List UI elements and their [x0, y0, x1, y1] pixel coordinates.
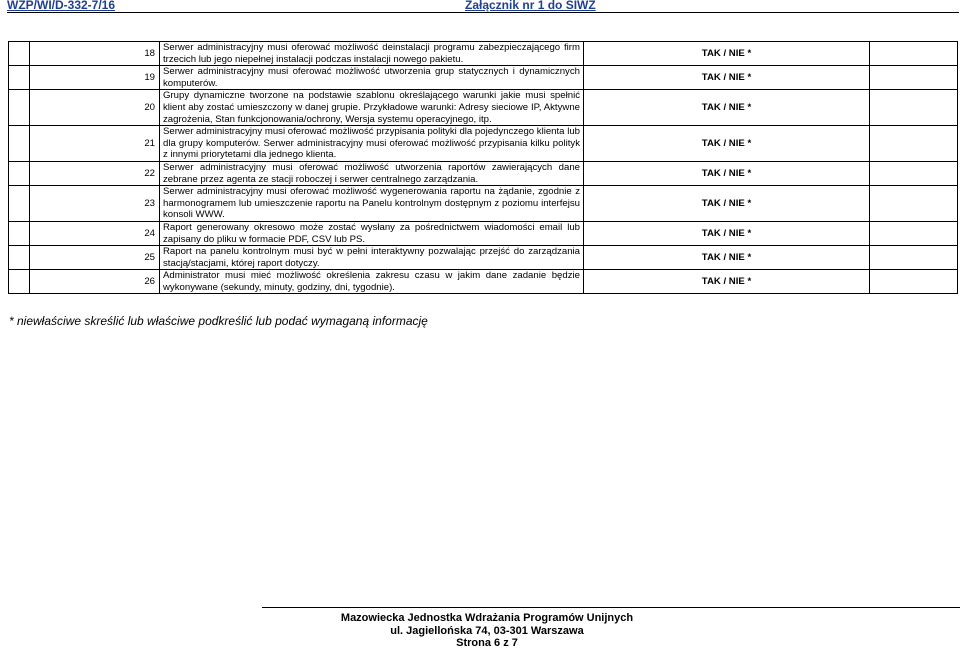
row-blank-cell: [9, 126, 30, 162]
table-row: [9, 270, 958, 294]
row-answer: TAK / NIE *: [584, 246, 870, 270]
row-answer: TAK / NIE *: [584, 221, 870, 245]
row-answer: TAK / NIE *: [584, 90, 870, 126]
row-empty-cell: [870, 66, 958, 90]
row-requirement-text: Serwer administracyjny musi oferować możliwość deinstalacji programu zabezpieczającego firm trzecich lub jego niepełnej instalacji podczas instalacji nowego pakietu.: [160, 42, 584, 66]
footnote: * niewłaściwe skreślić lub właściwe podkreślić lub podać wymaganą informację: [9, 314, 428, 328]
row-empty-cell: [870, 42, 958, 66]
row-answer: TAK / NIE *: [584, 186, 870, 222]
row-blank-cell: [9, 161, 30, 185]
requirements-table: [8, 41, 958, 294]
row-number: 22: [30, 161, 160, 185]
row-number: 18: [30, 42, 160, 66]
row-requirement-text: Serwer administracyjny musi oferować możliwość utworzenia grup statycznych i dynamicznych komputerów.: [160, 66, 584, 90]
table-row: [9, 221, 958, 245]
footer-organization: Mazowiecka Jednostka Wdrażania Programów Unijnych: [340, 612, 634, 624]
document-id: WZP/WI/D-332-7/16: [7, 0, 116, 12]
row-number: 24: [30, 221, 160, 245]
row-answer: TAK / NIE *: [584, 161, 870, 185]
row-empty-cell: [870, 186, 958, 222]
table-row: [9, 42, 958, 66]
row-answer: TAK / NIE *: [584, 270, 870, 294]
header-rule: [7, 12, 959, 13]
row-number: 25: [30, 246, 160, 270]
row-answer: TAK / NIE *: [584, 42, 870, 66]
row-empty-cell: [870, 246, 958, 270]
footer-rule: [262, 607, 960, 608]
row-requirement-text: Grupy dynamiczne tworzone na podstawie szablonu określającego warunki jakie musi spełnić klient aby zostać umieszczony w danej grupie. Przykładowe warunki: Adresy sieciowe IP, Aktywne zagrożenia, Stan funkcjonowania/ochrony, Wersja systemu operacyjnego, itp.: [160, 90, 584, 126]
row-requirement-text: Serwer administracyjny musi oferować możliwość wygenerowania raportu na żądanie, zgodnie z harmonogramem lub umieszczenie raportu na Panelu kontrolnym dostępnym z poziomu interfejsu konsoli WWW.: [160, 186, 584, 222]
row-empty-cell: [870, 221, 958, 245]
row-empty-cell: [870, 90, 958, 126]
row-blank-cell: [9, 42, 30, 66]
table-row: [9, 246, 958, 270]
row-number: 23: [30, 186, 160, 222]
table-row: [9, 126, 958, 162]
row-blank-cell: [9, 90, 30, 126]
row-number: 21: [30, 126, 160, 162]
row-empty-cell: [870, 126, 958, 162]
table-row: [9, 186, 958, 222]
row-answer: TAK / NIE *: [584, 66, 870, 90]
row-requirement-text: Raport generowany okresowo może zostać wysłany za pośrednictwem wiadomości email lub zapisany do pliku w formacie PDF, CSV lub PS.: [160, 221, 584, 245]
row-empty-cell: [870, 270, 958, 294]
footer-page-number: Strona 6 z 7: [456, 637, 518, 649]
table-row: [9, 90, 958, 126]
row-number: 19: [30, 66, 160, 90]
row-blank-cell: [9, 66, 30, 90]
row-number: 20: [30, 90, 160, 126]
table-row: [9, 66, 958, 90]
row-requirement-text: Raport na panelu kontrolnym musi być w pełni interaktywny pozwalając przejść do zarządzania stacją/stacjami, której raport dotyczy.: [160, 246, 584, 270]
row-number: 26: [30, 270, 160, 294]
footer-address: ul. Jagiellońska 74, 03-301 Warszawa: [390, 625, 584, 637]
row-blank-cell: [9, 221, 30, 245]
row-answer: TAK / NIE *: [584, 126, 870, 162]
row-blank-cell: [9, 186, 30, 222]
row-blank-cell: [9, 270, 30, 294]
attachment-title: Załącznik nr 1 do SIWZ: [465, 0, 596, 12]
table-row: [9, 161, 958, 185]
row-blank-cell: [9, 246, 30, 270]
row-requirement-text: Administrator musi mieć możliwość określenia zakresu czasu w jakim dane zadanie będzie wykonywane (sekundy, minuty, godziny, dni, tygodnie).: [160, 270, 584, 294]
row-requirement-text: Serwer administracyjny musi oferować możliwość przypisania polityki dla pojedynczego klienta lub dla grupy komputerów. Serwer administracyjny musi oferować możliwość przypisania kilku polityk z innymi priorytetami dla jednego klienta.: [160, 126, 584, 162]
row-empty-cell: [870, 161, 958, 185]
row-requirement-text: Serwer administracyjny musi oferować możliwość utworzenia raportów zawierających dane zebrane przez agenta ze stacji roboczej i serwer centralnego zarządzania.: [160, 161, 584, 185]
